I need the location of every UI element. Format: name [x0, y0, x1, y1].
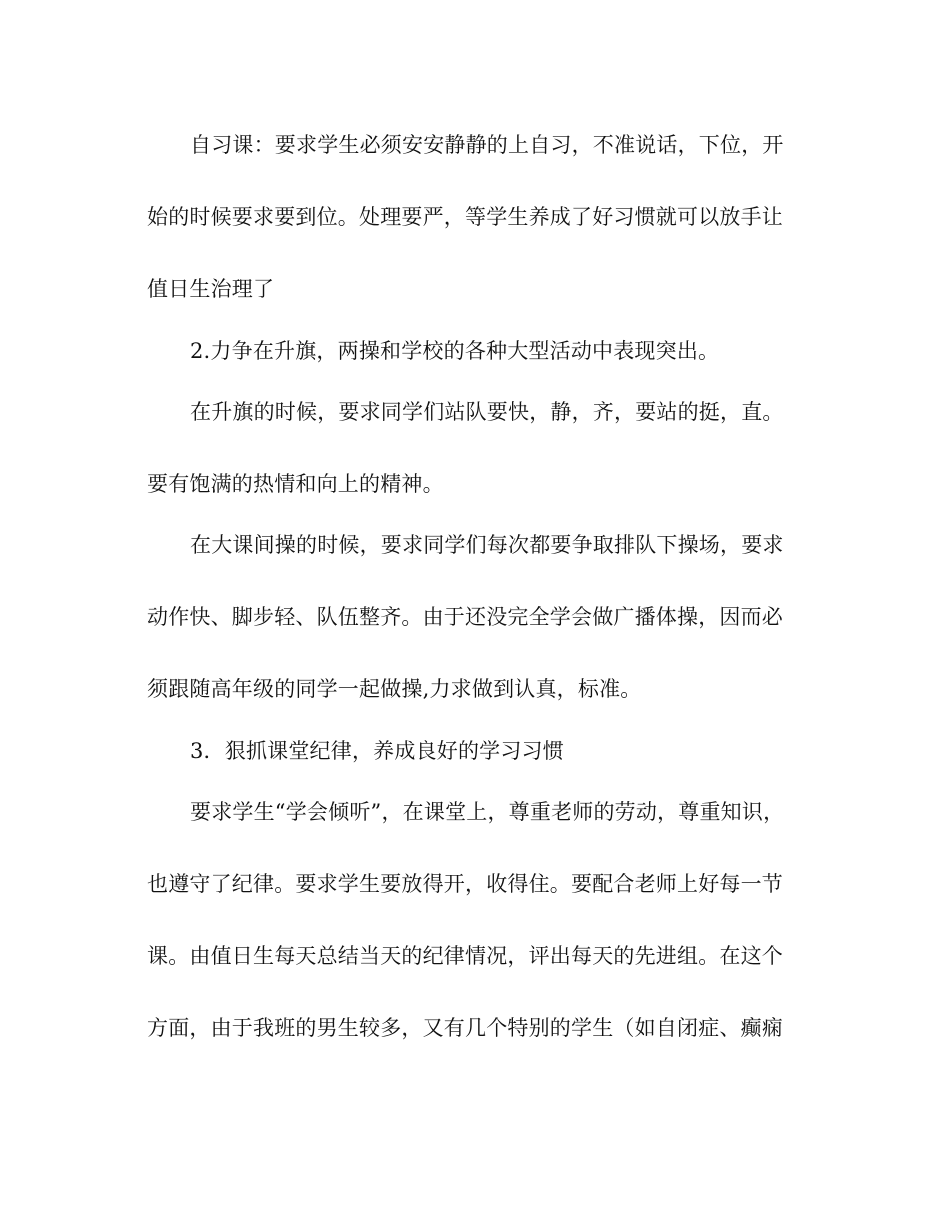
- text-line: 要求学生“学会倾听”，在课堂上，尊重老师的劳动，尊重知识，: [190, 800, 785, 824]
- text-line: 也遵守了纪律。要求学生要放得开，收得住。要配合老师上好每一节: [147, 872, 783, 896]
- text-line: 在升旗的时候，要求同学们站队要快，静，齐，要站的挺，直。: [190, 400, 784, 424]
- text-line: 始的时候要求要到位。处理要严，等学生养成了好习惯就可以放手让: [147, 205, 783, 229]
- text-line: 在大课间操的时候，要求同学们每次都要争取排队下操场，要求: [190, 533, 784, 557]
- text-line: 2.力争在升旗，两操和学校的各种大型活动中表现突出。: [190, 339, 720, 363]
- text-line: 课。由值日生每天总结当天的纪律情况，评出每天的先进组。在这个: [147, 944, 783, 968]
- text-line: 要有饱满的热情和向上的精神。: [147, 472, 444, 496]
- text-line: 方面，由于我班的男生较多，又有几个特别的学生（如自闭症、癫痫: [147, 1016, 783, 1040]
- text-line: 值日生治理了: [147, 277, 275, 301]
- text-line: 须跟随高年级的同学一起做操,力求做到认真，标准。: [147, 677, 642, 701]
- text-line: 3．狠抓课堂纪律，养成良好的学习习惯: [190, 739, 564, 763]
- text-line: 自习课：要求学生必须安安静静的上自习，不准说话，下位，开: [190, 133, 784, 157]
- text-line: 动作快、脚步轻、队伍整齐。由于还没完全学会做广播体操，因而必: [147, 605, 783, 629]
